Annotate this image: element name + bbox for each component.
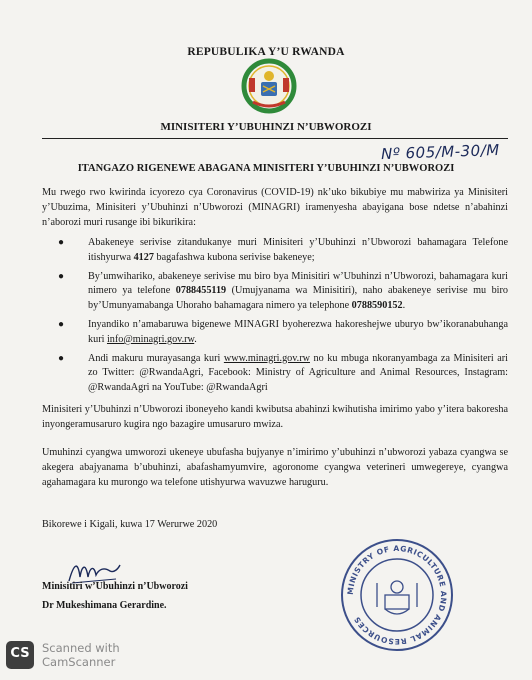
camscanner-watermark: Scanned with CamScanner [42, 641, 120, 669]
republic-heading: REPUBULIKA Y’U RWANDA [187, 46, 345, 58]
list-item: ● Abakeneye serivise zitandukanye muri Minisiteri y’Ubuhinzi n’Ubworozi bahamagara Telefone itishyurwa 4127 bagafashwa kubona serivise bakeneye; [58, 237, 508, 263]
email-link[interactable]: info@minagri.gov.rw [106, 333, 195, 345]
toll-free-number: 4127 [133, 251, 154, 263]
bullet-list [58, 236, 508, 400]
header-divider [42, 138, 508, 139]
ps-office-phone: 0788590152 [351, 300, 403, 312]
document-title: ITANGAZO RIGENEWE ABAGANA MINISITERI Y’UBUHINZI N’UBWOROZI [77, 163, 455, 174]
intro-paragraph: Mu rwego rwo kwirinda icyorezo cya Coronavirus (COVID-19) nk’uko bikubiye mu mabwiriza ya Minisiteri y’Ubuzima, Minisiteri y’Ubuhinzi n’Ubworozi (MINAGRI) iramenyesha abayigana bose ndetse n’abahinzi n’aborozi muri rusange ibi bikurikira: [42, 187, 508, 228]
list-item: ● Inyandiko n’amabaruwa bigenewe MINAGRI byoherezwa hakoreshejwe uburyo bw’ikoranabuhanga kuri info@minagri.gov.rw. [58, 318, 508, 345]
place-date: Bikorewe i Kigali, kuwa 17 Werurwe 2020 [42, 519, 218, 530]
handwritten-reference-number: Nº 605/M-30/M [380, 140, 500, 164]
website-link[interactable]: www.minagri.gov.rw [223, 352, 310, 364]
rwanda-coat-of-arms-icon [241, 58, 297, 114]
reminder-paragraph: Minisiteri y’Ubuhinzi n’Ubworozi iboneyeho kandi kwibutsa abahinzi kwihutisha imirimo yabo y’itera bakoresha inyongeramusaruro kugira ngo bazagire umusaruro mwiza. [42, 404, 508, 430]
bullet-icon: ● [58, 318, 65, 330]
signatory-name: Dr Mukeshimana Gerardine. [42, 600, 167, 611]
minister-office-phone: 0788455119 [175, 285, 227, 297]
ministry-heading: MINISITERI Y’UBUHINZI N’UBWOROZI [160, 121, 372, 133]
official-stamp [339, 537, 455, 653]
stamp-emblem-icon [377, 581, 417, 614]
camscanner-logo-icon: CS [6, 641, 34, 669]
list-item: ● Andi makuru murayasanga kuri www.minagri.gov.rw no ku mbuga nkoranyambaga za Minisiteri ari zo Twitter: @RwandaAgri, Facebook: Ministry of Agriculture and Animal Resources, Instagram: @RwandaAgri na YouTube: @RwandaAgri [58, 352, 508, 394]
assistance-paragraph: Umuhinzi cyangwa umworozi ukeneye ubufasha bujyanye n’imirimo y’ubuhinzi n’ubworozi yabaza cyangwa se akegera abajyanama b’ubuhinzi, abafashamyumvire, agoronome cyangwa veterineri umwegereye, cyangwa agahamagara ku murongo wa telefone utishyurwa wavuzwe haruguru. [42, 447, 508, 488]
bullet-icon: ● [58, 270, 65, 282]
list-item: ● By’umwihariko, abakeneye serivise mu biro bya Minisitiri w’Ubuhinzi n’Ubworozi, bahamagara kuri nimero ya telefone 0788455119 (Umujyanama wa Minisitiri), naho abakeneye serivise mu biro by’Umunyamabanga Uhoraho bahamagara nimero ya telephone 0788590152. [58, 270, 509, 312]
bullet-icon: ● [58, 352, 65, 364]
bullet-icon: ● [58, 237, 65, 248]
signatory-title: Minisitiri w’Ubuhinzi n’Ubworozi [42, 581, 188, 592]
svg-text:MINISTRY OF AGRICULTURE AND AN: MINISTRY OF AGRICULTURE AND ANIMAL RESOURCES [345, 543, 449, 647]
